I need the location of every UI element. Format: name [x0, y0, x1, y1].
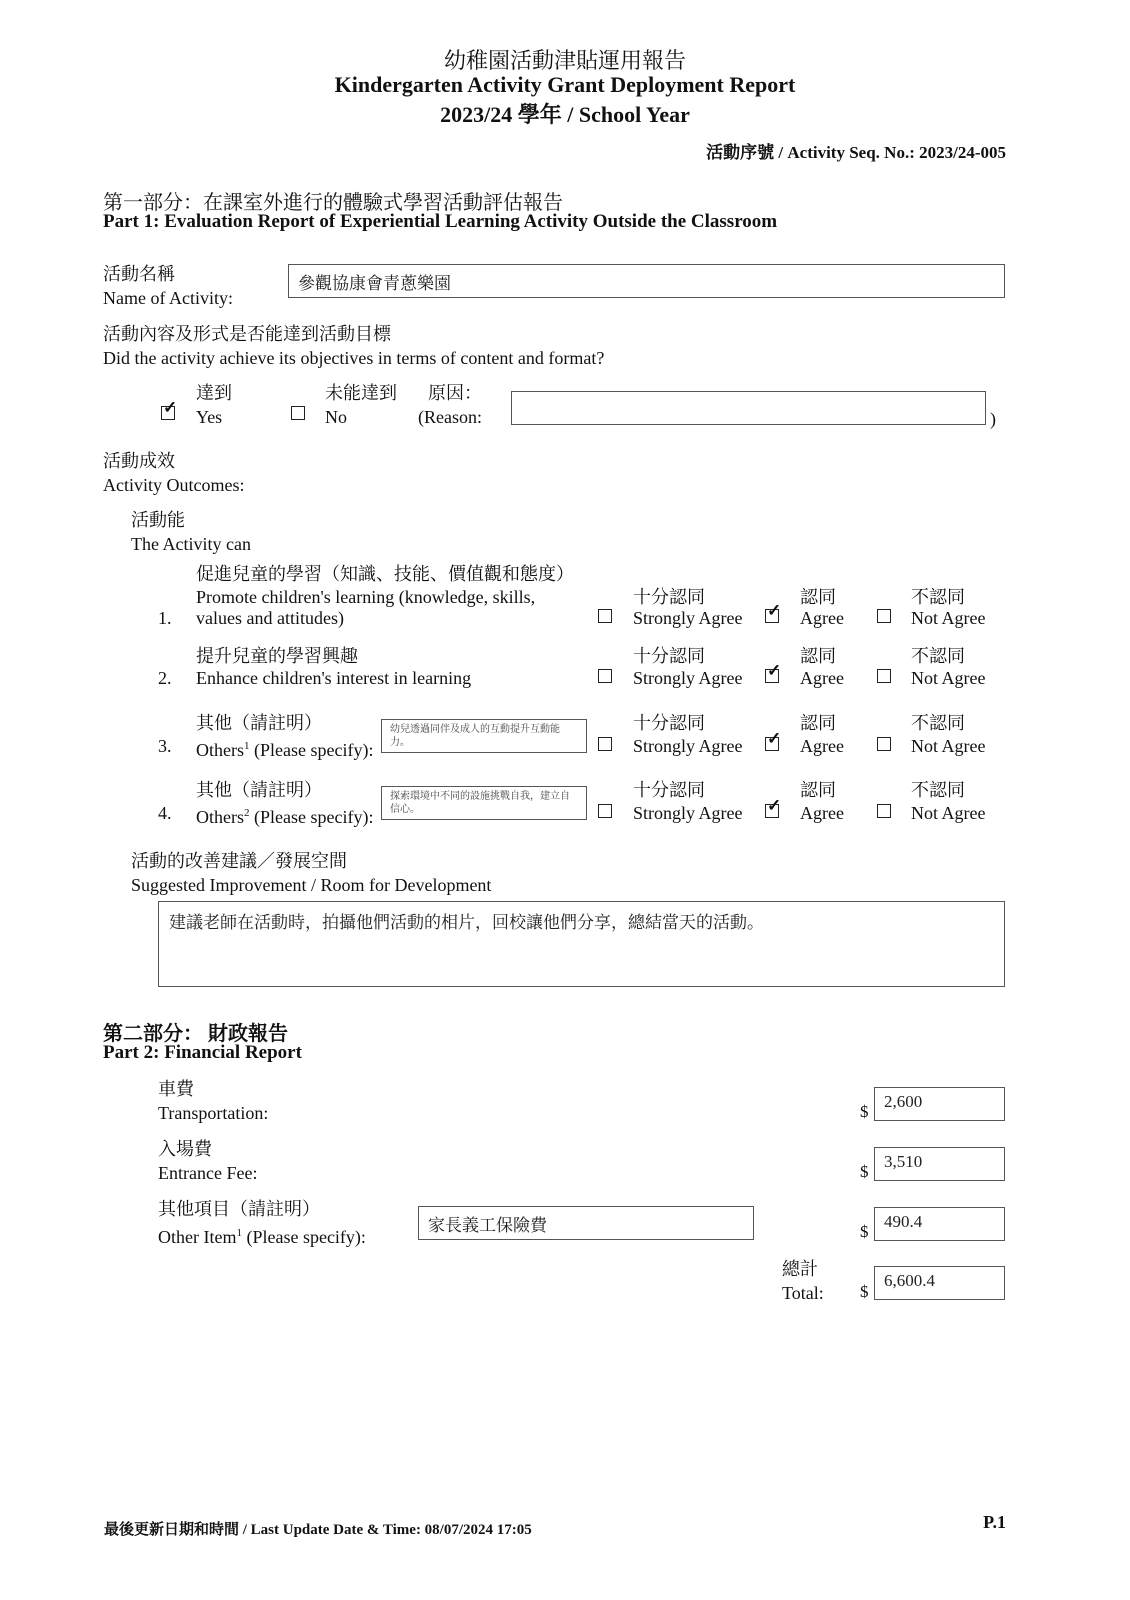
- strongly-agree-label-zh: 十分認同: [633, 587, 705, 607]
- reason-label-zh: 原因：: [428, 383, 482, 403]
- strongly-agree-checkbox[interactable]: [598, 669, 612, 683]
- entrance-amount-field[interactable]: 3,510: [874, 1147, 1005, 1181]
- not-agree-label-zh: 不認同: [911, 587, 965, 607]
- outcomes-label-en: Activity Outcomes:: [103, 475, 245, 495]
- footnote-marker: 1: [244, 740, 250, 752]
- not-agree-checkbox[interactable]: [877, 609, 891, 623]
- other-item-amount-field[interactable]: 490.4: [874, 1207, 1005, 1241]
- total-amount-field[interactable]: 6,600.4: [874, 1266, 1005, 1300]
- outcome-text-en: Promote children's learning (knowledge, skills,: [196, 587, 536, 607]
- agree-label-en: Agree: [800, 668, 844, 688]
- entrance-label-en: Entrance Fee:: [158, 1163, 258, 1183]
- transport-label-en: Transportation:: [158, 1103, 269, 1123]
- outcome-text-zh: 其他（請註明）: [196, 780, 322, 800]
- not-agree-checkbox[interactable]: [877, 804, 891, 818]
- not-agree-checkbox[interactable]: [877, 737, 891, 751]
- not-agree-label-zh: 不認同: [911, 646, 965, 666]
- total-label-en: Total:: [782, 1283, 824, 1303]
- agree-label-en: Agree: [800, 608, 844, 628]
- entrance-label-zh: 入場費: [158, 1139, 212, 1159]
- improvement-label-zh: 活動的改善建議／發展空間: [131, 851, 347, 871]
- school-year: 2023/24 學年 / School Year: [440, 102, 690, 127]
- improvement-field[interactable]: 建議老師在活動時，拍攝他們活動的相片，回校讓他們分享，總結當天的活動。: [158, 901, 1005, 987]
- no-label-en: No: [325, 407, 347, 427]
- strongly-agree-label-zh: 十分認同: [633, 713, 705, 733]
- footnote-marker: 1: [236, 1227, 242, 1239]
- please-specify-label: (Please specify):: [249, 807, 374, 827]
- others-label: Others: [196, 807, 244, 827]
- not-agree-label-en: Not Agree: [911, 608, 986, 628]
- yes-label-en: Yes: [196, 407, 223, 427]
- outcome-number: 2.: [158, 668, 172, 688]
- agree-label-en: Agree: [800, 803, 844, 823]
- not-agree-label-zh: 不認同: [911, 780, 965, 800]
- part2-heading-en: Part 2: Financial Report: [103, 1042, 302, 1063]
- outcome-text-en-cont: values and attitudes): [196, 608, 344, 628]
- no-checkbox[interactable]: [291, 406, 305, 420]
- currency-symbol: $: [860, 1162, 869, 1181]
- total-label-zh: 總計: [782, 1259, 818, 1279]
- checkmark-icon: ✓: [163, 398, 178, 417]
- outcome-number: 3.: [158, 736, 172, 756]
- others-label: Others: [196, 740, 244, 760]
- checkmark-icon: ✓: [767, 796, 782, 815]
- agree-label-zh: 認同: [800, 780, 836, 800]
- other-item-label: Other Item: [158, 1227, 237, 1247]
- outcome-number: 4.: [158, 803, 172, 823]
- part2-heading-zh: 第二部分： 財政報告: [103, 1023, 288, 1045]
- outcome-text-zh: 其他（請註明）: [196, 713, 322, 733]
- others-specify-field[interactable]: 幼兒透過同伴及成人的互動提升互動能力。: [381, 719, 587, 753]
- not-agree-label-en: Not Agree: [911, 668, 986, 688]
- not-agree-label-en: Not Agree: [911, 736, 986, 756]
- report-title-zh: 幼稚園活動津貼運用報告: [443, 48, 686, 73]
- outcome-text-zh: 促進兒童的學習（知識、技能、價值觀和態度）: [196, 564, 574, 584]
- other-item-label-zh: 其他項目（請註明）: [158, 1199, 320, 1219]
- not-agree-label-zh: 不認同: [911, 713, 965, 733]
- reason-label-en: (Reason:: [418, 407, 482, 427]
- yes-label-zh: 達到: [196, 383, 232, 403]
- activity-name-label-zh: 活動名稱: [103, 264, 175, 284]
- strongly-agree-label-en: Strongly Agree: [633, 668, 743, 688]
- checkmark-icon: ✓: [767, 729, 782, 748]
- objective-question-zh: 活動內容及形式是否能達到活動目標: [103, 324, 391, 344]
- others-specify-field[interactable]: 探索環境中不同的設施挑戰自我，建立自信心。: [381, 786, 587, 820]
- outcomes-label-zh: 活動成效: [103, 451, 175, 471]
- outcome-text-zh: 提升兒童的學習興趣: [196, 646, 358, 666]
- activity-name-label-en: Name of Activity:: [103, 288, 233, 308]
- activity-can-zh: 活動能: [131, 510, 185, 530]
- strongly-agree-label-zh: 十分認同: [633, 780, 705, 800]
- currency-symbol: $: [860, 1102, 869, 1121]
- checkmark-icon: ✓: [767, 601, 782, 620]
- strongly-agree-checkbox[interactable]: [598, 804, 612, 818]
- activity-name-field[interactable]: 參觀協康會青蔥樂園: [288, 264, 1005, 298]
- agree-label-zh: 認同: [800, 587, 836, 607]
- outcome-number: 1.: [158, 608, 172, 628]
- agree-label-zh: 認同: [800, 713, 836, 733]
- improvement-label-en: Suggested Improvement / Room for Development: [131, 875, 492, 895]
- strongly-agree-label-zh: 十分認同: [633, 646, 705, 666]
- strongly-agree-label-en: Strongly Agree: [633, 736, 743, 756]
- other-item-specify-field[interactable]: 家長義工保險費: [418, 1206, 754, 1240]
- footnote-marker: 2: [244, 807, 250, 819]
- currency-symbol: $: [860, 1222, 869, 1241]
- activity-seq-no: 活動序號 / Activity Seq. No.: 2023/24-005: [706, 143, 1006, 162]
- objective-question-en: Did the activity achieve its objectives in terms of content and format?: [103, 348, 605, 368]
- outcome-text-en: [196, 802, 373, 828]
- strongly-agree-checkbox[interactable]: [598, 609, 612, 623]
- not-agree-checkbox[interactable]: [877, 669, 891, 683]
- reason-close-paren: ): [990, 409, 996, 429]
- report-title-en: Kindergarten Activity Grant Deployment Report: [334, 72, 796, 97]
- part1-heading-zh: 第一部分：在課室外進行的體驗式學習活動評估報告: [103, 192, 563, 214]
- last-update-timestamp: 最後更新日期和時間 / Last Update Date & Time: 08/07/2024 17:05: [104, 1522, 532, 1538]
- strongly-agree-label-en: Strongly Agree: [633, 608, 743, 628]
- strongly-agree-checkbox[interactable]: [598, 737, 612, 751]
- agree-label-en: Agree: [800, 736, 844, 756]
- please-specify-label: (Please specify):: [249, 740, 374, 760]
- not-agree-label-en: Not Agree: [911, 803, 986, 823]
- part1-heading-en: Part 1: Evaluation Report of Experiential Learning Activity Outside the Classroom: [103, 211, 778, 232]
- other-item-label-en: [158, 1221, 366, 1249]
- agree-checkbox[interactable]: [765, 729, 782, 751]
- currency-symbol: $: [860, 1282, 869, 1301]
- activity-can-en: The Activity can: [131, 534, 251, 554]
- page-number: P.1: [983, 1512, 1006, 1532]
- agree-checkbox[interactable]: [765, 796, 782, 818]
- agree-checkbox[interactable]: [765, 601, 782, 623]
- strongly-agree-label-en: Strongly Agree: [633, 803, 743, 823]
- no-label-zh: 未能達到: [325, 383, 397, 403]
- transport-label-zh: 車費: [158, 1079, 194, 1099]
- agree-checkbox[interactable]: [765, 661, 782, 683]
- reason-field[interactable]: [511, 391, 986, 425]
- yes-checkbox[interactable]: [161, 398, 178, 420]
- outcome-text-en: Enhance children's interest in learning: [196, 668, 472, 688]
- agree-label-zh: 認同: [800, 646, 836, 666]
- outcome-text-en: [196, 735, 373, 761]
- please-specify-label: (Please specify):: [241, 1227, 366, 1247]
- transport-amount-field[interactable]: 2,600: [874, 1087, 1005, 1121]
- checkmark-icon: ✓: [767, 661, 782, 680]
